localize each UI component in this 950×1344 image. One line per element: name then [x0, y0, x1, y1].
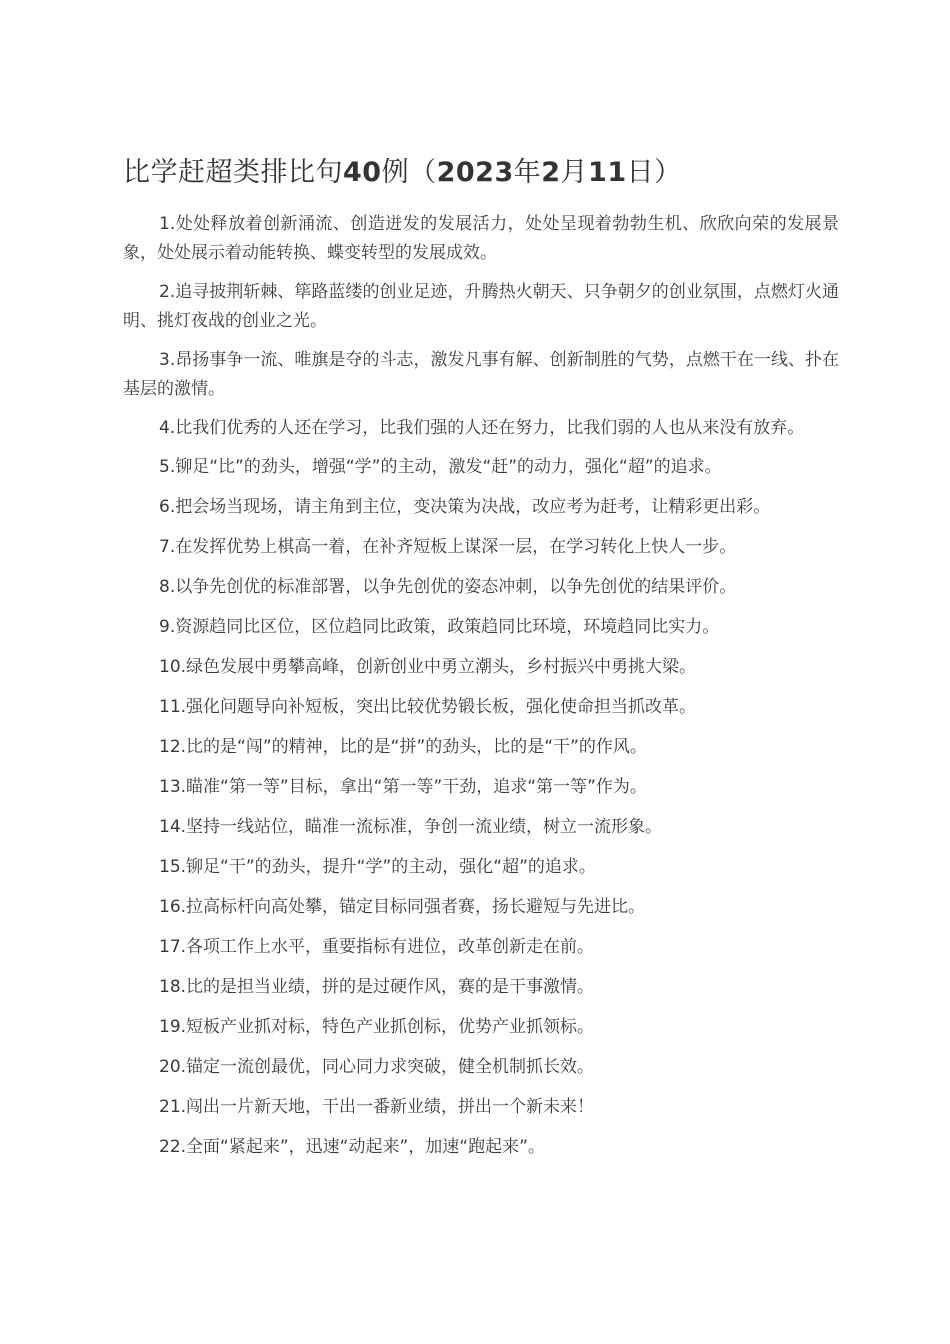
- list-item: 6.把会场当现场，请主角到主位，变决策为决战，改应考为赶考，让精彩更出彩。: [159, 497, 771, 517]
- list-item: 16.拉高标杆向高处攀，锚定目标同强者赛，扬长避短与先进比。: [159, 897, 646, 917]
- document-title: [123, 150, 839, 196]
- document-page: [123, 150, 839, 1173]
- list-item: 3.昂扬事争一流、唯旗是夺的斗志，激发凡事有解、创新制胜的气势，点燃干在一线、扑在基层的激情。: [123, 350, 839, 399]
- title-text: 月: [560, 157, 589, 188]
- list-item: 2.追寻披荆斩棘、筚路蓝缕的创业足迹，升腾热火朝天、只争朝夕的创业氛围，点燃灯火通明、挑灯夜战的创业之光。: [123, 282, 839, 331]
- title-month: 2: [541, 157, 561, 188]
- list-item: 12.比的是“闯”的精神，比的是“拼”的劲头，比的是“干”的作风。: [159, 737, 647, 757]
- title-text: 例（: [381, 157, 437, 188]
- title-count: 40: [343, 157, 382, 188]
- list-item: 17.各项工作上水平，重要指标有进位，改革创新走在前。: [159, 937, 595, 957]
- list-item: 1.处处释放着创新涌流、创造迸发的发展活力，处处呈现着勃勃生机、欣欣向荣的发展景象，处处展示着动能转换、蝶变转型的发展成效。: [123, 214, 839, 263]
- title-text: 年: [513, 157, 542, 188]
- title-text: 比学赶超类排比句: [123, 157, 343, 188]
- list-item: 19.短板产业抓对标，特色产业抓创标，优势产业抓领标。: [159, 1017, 595, 1037]
- list-item: 18.比的是担当业绩，拼的是过硬作风，赛的是干事激情。: [159, 977, 595, 997]
- title-day: 11: [588, 157, 627, 188]
- list-item: 8.以争先创优的标准部署，以争先创优的姿态冲刺，以争先创优的结果评价。: [159, 577, 737, 597]
- list-item: 4.比我们优秀的人还在学习，比我们强的人还在努力，比我们弱的人也从来没有放弃。: [159, 418, 805, 438]
- list-item: 14.坚持一线站位，瞄准一流标准，争创一流业绩，树立一流形象。: [159, 817, 663, 837]
- list-item: 11.强化问题导向补短板，突出比较优势锻长板，强化使命担当抓改革。: [159, 697, 697, 717]
- title-text: 日）: [626, 157, 682, 188]
- list-item: 20.锚定一流创最优，同心同力求突破，健全机制抓长效。: [159, 1057, 595, 1077]
- list-item: 21.闯出一片新天地，干出一番新业绩，拼出一个新未来！: [159, 1097, 595, 1117]
- list-item: 7.在发挥优势上棋高一着，在补齐短板上谋深一层，在学习转化上快人一步。: [159, 537, 737, 557]
- list-item: 10.绿色发展中勇攀高峰，创新创业中勇立潮头，乡村振兴中勇挑大梁。: [159, 657, 697, 677]
- list-item: 13.瞄准“第一等”目标，拿出“第一等”干劲，追求“第一等”作为。: [159, 777, 647, 797]
- list-item: 15.铆足“干”的劲头，提升“学”的主动，强化“超”的追求。: [159, 857, 596, 877]
- list-item: 9.资源趋同比区位，区位趋同比政策，政策趋同比环境，环境趋同比实力。: [159, 617, 720, 637]
- list-item: 22.全面“紧起来”，迅速“动起来”，加速“跑起来”。: [159, 1137, 545, 1157]
- list-item: 5.铆足“比”的劲头，增强“学”的主动，激发“赶”的动力，强化“超”的追求。: [159, 457, 722, 477]
- title-year: 2023: [436, 157, 514, 188]
